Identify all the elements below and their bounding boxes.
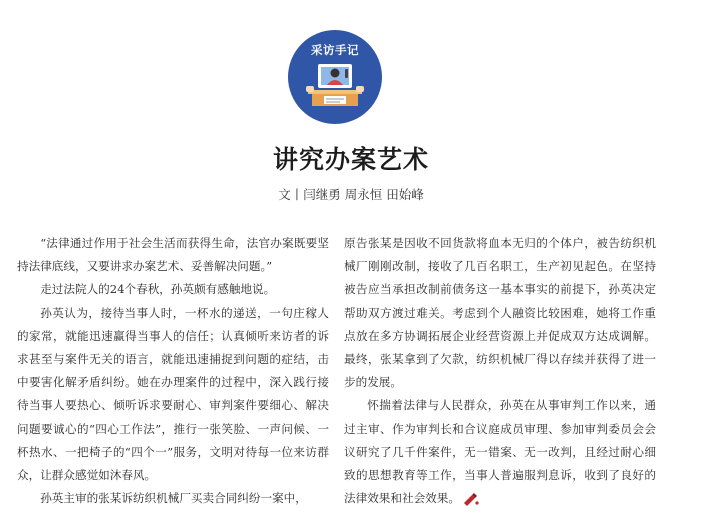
article-byline: 文丨闫继勇 周永恒 田始峰: [278, 187, 424, 202]
paragraph: “法律通过作用于社会生活而获得生命，法官办案既要坚持法律底线，又要讲求办案艺术、妥善解决问题。”: [17, 236, 329, 274]
article-title: 讲究办案艺术: [272, 145, 429, 174]
paragraph: 走过法院人的24个春秋，孙英颇有感触地说。: [40, 282, 276, 297]
paragraph-text: 怀揣着法律与人民群众，孙英在从事审判工作以来，通过主审、作为审判长和合议庭成员审理、参加审判委员会会议研究了几千件案件，无一错案、无一改判，且经过耐心细致的思想教育等工作，当事人普遍服判息诉，收到了良好的法律效果和社会效果。: [344, 398, 656, 506]
paragraph: [344, 394, 656, 510]
paragraph: 孙英主审的张某诉纺织机械厂买卖合同纠纷一案中，: [40, 491, 307, 506]
paragraph: 孙英认为，接待当事人时，一杯水的递送，一句庄稼人的家常，就能迅速赢得当事人的信任；认真倾听来访者的诉求甚至与案件无关的语言，就能迅速捕捉到问题的症结，击中要害化解矛盾纠纷。她在办理案件的过程中，深入践行接待当事人要热心、倾听诉求要耐心、审判案件要细心、解决问题要诚心的“四心工作法”，推行一张笑脸、一声问候、一杯热水、一把椅子的“四个一”服务，文明对待每一位来访群众，让群众感觉如沐春风。: [17, 305, 329, 483]
column-badge: [288, 30, 382, 124]
pen-end-mark-icon: [462, 492, 480, 506]
badge-label: 采访手记: [311, 43, 359, 57]
right-column: [344, 232, 656, 510]
left-column: [17, 232, 329, 510]
reporter-desk-icon: [302, 60, 368, 112]
paragraph: 原告张某是因收不回货款将血本无归的个体户，被告纺织机械厂刚刚改制，接收了几百名职工，生产初见起色。在坚持被告应当承担改制前债务这一基本事实的前提下，孙英决定帮助双方渡过难关。考虑到个人融资比较困难，她将工作重点放在多方协调拓展企业经营资源上并促成双方达成调解。最终，张某拿到了欠款，纺织机械厂得以存续并获得了进一步的发展。: [344, 236, 656, 390]
